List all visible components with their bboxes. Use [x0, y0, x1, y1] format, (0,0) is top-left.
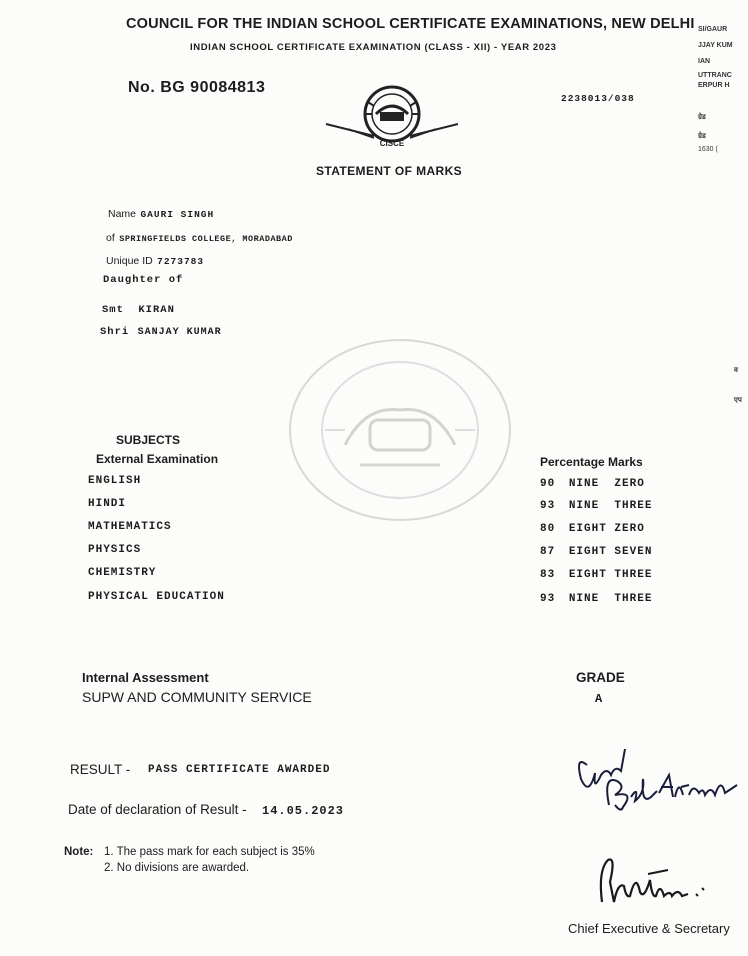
school-name: SPRINGFIELDS COLLEGE, MORADABAD: [119, 234, 293, 244]
cisce-logo-icon: [318, 80, 458, 160]
subject-name: CHEMISTRY: [88, 567, 157, 579]
mark-words: EIGHT THREE: [568, 569, 653, 581]
mother-name: KIRAN: [138, 304, 175, 316]
declaration-label: Date of declaration of Result -: [68, 802, 247, 817]
subjects-heading: SUBJECTS: [116, 433, 181, 447]
subject-name: ENGLISH: [88, 475, 142, 487]
of-label: of: [106, 232, 115, 244]
name-row: [108, 204, 214, 222]
mark-value: 80: [540, 523, 556, 535]
mark-row: [540, 593, 652, 605]
note-item: 1. The pass mark for each subject is 35%: [104, 846, 315, 858]
mark-row: [540, 546, 652, 558]
relation-label: Daughter of: [103, 274, 184, 286]
mark-row: [540, 569, 652, 581]
school-row: [106, 228, 293, 246]
subject-name: PHYSICS: [88, 544, 142, 556]
subject-name: PHYSICAL EDUCATION: [88, 591, 225, 603]
mark-words: EIGHT SEVEN: [568, 546, 653, 558]
mother-label: Smt: [102, 304, 124, 316]
father-name: SANJAY KUMAR: [137, 327, 222, 338]
external-exam-heading: External Examination: [96, 452, 219, 466]
mark-value: 83: [540, 569, 556, 581]
mark-value: 93: [540, 500, 556, 512]
subject-name: HINDI: [88, 498, 127, 510]
edge-text: ग्रेड: [698, 114, 706, 121]
self-attested-signature: [565, 735, 745, 815]
result-label: RESULT -: [70, 762, 131, 777]
statement-title: STATEMENT OF MARKS: [316, 164, 463, 178]
unique-id: 7273783: [157, 256, 205, 267]
edge-text: 1630 (: [698, 146, 718, 153]
logo-text: CISCE: [379, 139, 405, 148]
edge-text: एप: [734, 397, 742, 404]
subject-name: MATHEMATICS: [88, 521, 172, 533]
grade-heading: GRADE: [576, 670, 625, 685]
mark-row: [540, 523, 645, 535]
mark-value: 90: [540, 478, 556, 490]
result-value: PASS CERTIFICATE AWARDED: [148, 764, 331, 776]
mark-row: [540, 478, 645, 490]
uid-row: [106, 251, 204, 269]
edge-text: UTTRANC: [698, 72, 732, 79]
watermark-seal: [285, 335, 515, 525]
adjacent-document-edge: [694, 0, 748, 420]
uid-label: Unique ID: [106, 255, 153, 267]
declaration-date: 14.05.2023: [262, 804, 345, 818]
internal-subject: SUPW AND COMMUNITY SERVICE: [82, 689, 312, 705]
mark-words: NINE THREE: [568, 500, 653, 512]
internal-assessment-heading: Internal Assessment: [82, 670, 209, 685]
edge-text: ERPUR H: [698, 82, 730, 89]
name-label: Name: [108, 208, 137, 220]
mother-row: [102, 299, 175, 317]
reference-number: 2238013/038: [561, 93, 635, 104]
edge-text: SI/GAUR: [698, 26, 728, 33]
father-label: Shri: [100, 326, 130, 338]
mark-words: NINE ZERO: [568, 478, 645, 490]
note-item: 2. No divisions are awarded.: [104, 862, 250, 874]
father-row: [100, 321, 222, 339]
note-label: Note:: [64, 846, 94, 858]
chief-executive-signature: [592, 852, 722, 912]
mark-words: EIGHT ZERO: [568, 523, 645, 535]
grade-value: A: [595, 692, 604, 706]
edge-text: ग्रेड: [698, 133, 706, 140]
mark-words: NINE THREE: [568, 593, 653, 605]
signatory-title: Chief Executive & Secretary: [568, 921, 730, 936]
edge-text: IAN: [698, 58, 711, 65]
council-title: COUNCIL FOR THE INDIAN SCHOOL CERTIFICATE EXAMINATIONS, NEW DELHI: [126, 16, 695, 32]
edge-text: JJAY KUM: [698, 42, 733, 49]
edge-text: व: [734, 367, 738, 374]
exam-title: INDIAN SCHOOL CERTIFICATE EXAMINATION (CLASS - XII) - YEAR 2023: [190, 42, 557, 53]
mark-row: [540, 500, 652, 512]
mark-value: 93: [540, 593, 556, 605]
mark-value: 87: [540, 546, 556, 558]
certificate-number: No. BG 90084813: [128, 79, 266, 96]
candidate-name: GAURI SINGH: [140, 209, 215, 220]
percentage-marks-heading: Percentage Marks: [540, 455, 643, 469]
